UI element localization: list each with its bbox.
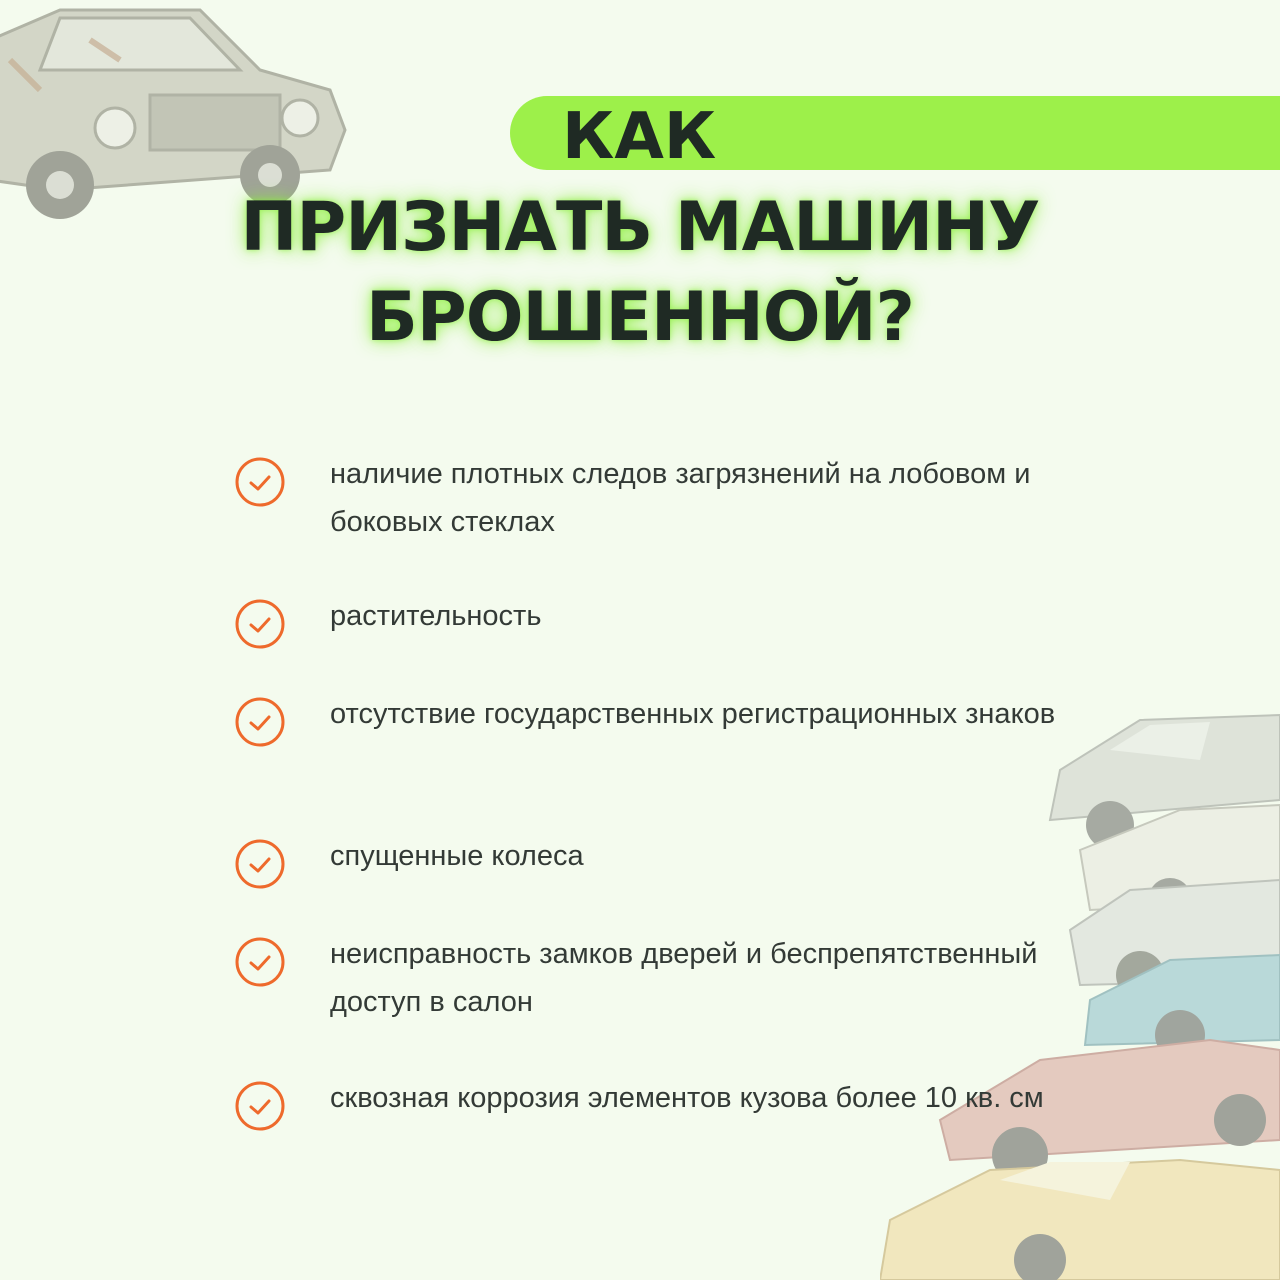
title-line-1: КАК — [562, 100, 717, 174]
list-item-text: сквозная коррозия элементов кузова более 10 кв. см — [330, 1082, 1044, 1114]
check-circle-icon — [234, 598, 286, 650]
check-circle-icon — [234, 1080, 286, 1132]
list-item-text: отсутствие государственных регистрационных знаков — [330, 698, 1056, 730]
list-item-text: неисправность замков дверей и беспрепятственный доступ в салон — [330, 938, 1038, 1018]
title-line-3: БРОШЕННОЙ? — [366, 278, 914, 357]
check-circle-icon — [234, 838, 286, 890]
list-item-text: растительность — [330, 600, 542, 632]
check-circle-icon — [234, 936, 286, 988]
list-item-text: наличие плотных следов загрязнений на лобовом и боковых стеклах — [330, 458, 1031, 538]
title-line-2: ПРИЗНАТЬ МАШИНУ — [240, 188, 1040, 267]
list-item-text: спущенные колеса — [330, 840, 584, 872]
check-circle-icon — [234, 696, 286, 748]
check-circle-icon — [234, 456, 286, 508]
